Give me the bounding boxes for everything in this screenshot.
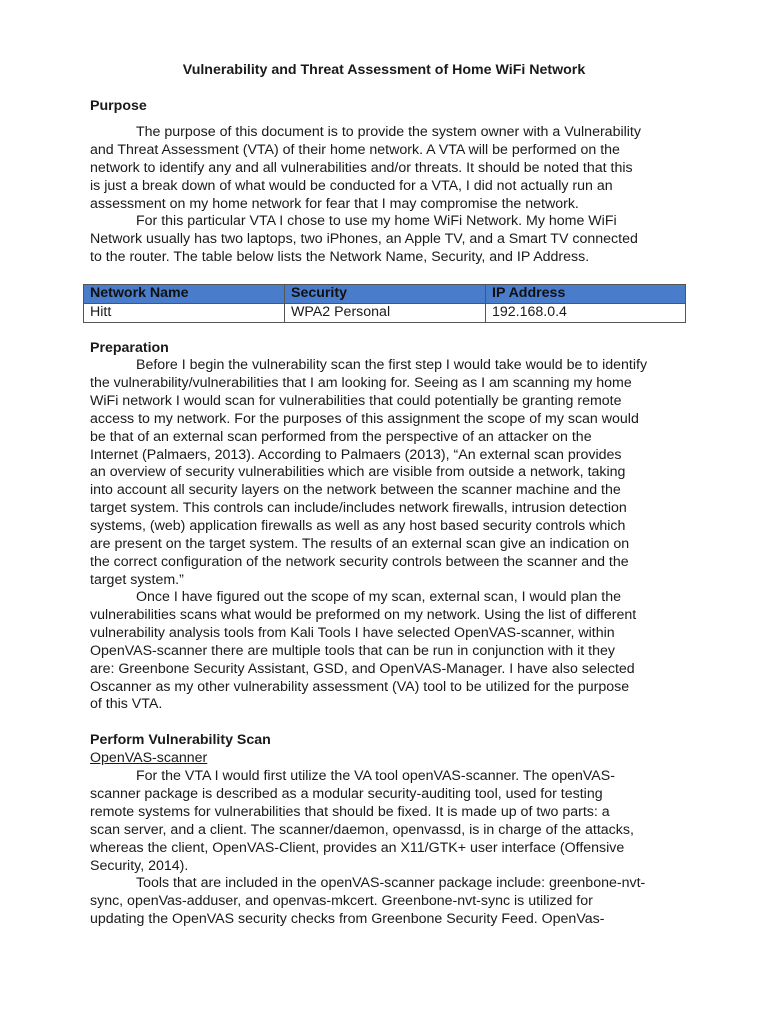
text-line: scan server, and a client. The scanner/daemon, openvassd, is in charge of the attacks, [90, 821, 634, 838]
network-table [83, 284, 686, 323]
text-line: Security, 2014). [90, 857, 189, 874]
text-line: target system.” [90, 571, 184, 588]
text-line: target system. This controls can include/includes network firewalls, intrusion detection [90, 500, 627, 517]
text-line: updating the OpenVAS security checks from Greenbone Security Feed. OpenVas- [90, 910, 605, 927]
text-line: an overview of security vulnerabilities which are visible from outside a network, taking [90, 464, 626, 481]
text-line: For the VTA I would first utilize the VA tool openVAS-scanner. The openVAS- [136, 768, 615, 784]
text-line: Before I begin the vulnerability scan the first step I would take would be to identify [136, 357, 648, 373]
text-line: whereas the client, OpenVAS-Client, provides an X11/GTK+ user interface (Offensive [90, 839, 625, 856]
purpose-heading: Purpose [90, 98, 147, 114]
table-row [84, 303, 686, 322]
text-line: remote systems for vulnerabilities that should be fixed. It is made up of two parts: a [90, 803, 610, 820]
text-line: are present on the target system. The results of an external scan give an indication on [90, 536, 630, 553]
text-line: access to my network. For the purposes of this assignment the scope of my scan would [90, 410, 639, 427]
text-line: be that of an external scan performed from the perspective of an attacker on the [90, 428, 592, 445]
text-line: assessment on my home network for fear that I may compromise the network. [90, 195, 579, 212]
table-header-network-name: Network Name [84, 285, 285, 304]
text-line: systems, (web) application firewalls as well as any host based security controls which [90, 518, 626, 535]
text-line: Internet (Palmaers, 2013). According to Palmaers (2013), “An external scan provides [90, 446, 622, 463]
text-line: the correct configuration of the network security controls between the scanner and the [90, 553, 629, 570]
text-line: of this VTA. [90, 696, 163, 713]
table-cell-ip-address: 192.168.0.4 [486, 303, 686, 322]
text-line: into account all security layers on the network between the scanner machine and the [90, 482, 621, 499]
text-line: and Threat Assessment (VTA) of their home network. A VTA will be performed on the [90, 141, 620, 158]
text-line: sync, openVas-adduser, and openvas-mkcert. Greenbone-nvt-sync is utilized for [90, 892, 593, 909]
text-line: vulnerability analysis tools from Kali Tools I have selected OpenVAS-scanner, within [90, 624, 615, 641]
text-line: WiFi network I would scan for vulnerabilities that could potentially be granting remote [90, 392, 622, 409]
text-line: vulnerabilities scans what would be preformed on my network. Using the list of different [90, 606, 637, 623]
text-line: Oscanner as my other vulnerability assessment (VA) tool to be utilized for the purpose [90, 678, 630, 695]
text-line: to the router. The table below lists the Network Name, Security, and IP Address. [90, 248, 590, 265]
text-line: Network usually has two laptops, two iPhones, an Apple TV, and a Smart TV connected [90, 230, 638, 247]
text-line: the vulnerability/vulnerabilities that I am looking for. Seeing as I am scanning my home [90, 374, 632, 391]
openvas-paragraph-2 [90, 875, 690, 929]
preparation-paragraph-2 [90, 589, 690, 714]
table-header-row [84, 285, 686, 304]
openvas-paragraph-1 [90, 768, 690, 875]
text-line: are: Greenbone Security Assistant, GSD, and OpenVAS-Manager. I have also selected [90, 660, 635, 677]
text-line: Tools that are included in the openVAS-scanner package include: greenbone-nvt- [136, 875, 646, 891]
perform-scan-heading: Perform Vulnerability Scan [90, 732, 271, 748]
text-line: Once I have figured out the scope of my scan, external scan, I would plan the [136, 589, 622, 605]
text-line: OpenVAS-scanner there are multiple tools that can be run in conjunction with it they [90, 642, 615, 659]
text-line: The purpose of this document is to provide the system owner with a Vulnerability [136, 124, 641, 140]
table-header-ip-address: IP Address [486, 285, 686, 304]
purpose-paragraph-1 [90, 124, 690, 214]
preparation-paragraph-1 [90, 357, 690, 590]
text-line: network to identify any and all vulnerabilities and/or threats. It should be noted that this [90, 159, 633, 176]
purpose-paragraph-2 [90, 213, 690, 267]
table-cell-security: WPA2 Personal [285, 303, 486, 322]
table-cell-network-name: Hitt [84, 303, 285, 322]
preparation-heading: Preparation [90, 340, 169, 356]
text-line: For this particular VTA I chose to use my home WiFi Network. My home WiFi [136, 213, 617, 229]
table-header-security: Security [285, 285, 486, 304]
text-line: is just a break down of what would be conducted for a VTA, I did not actually run an [90, 177, 613, 194]
openvas-scanner-subheading: OpenVAS-scanner [90, 750, 208, 766]
text-line: scanner package is described as a modular security-auditing tool, used for testing [90, 785, 603, 802]
document-title: Vulnerability and Threat Assessment of Home WiFi Network [182, 62, 586, 78]
